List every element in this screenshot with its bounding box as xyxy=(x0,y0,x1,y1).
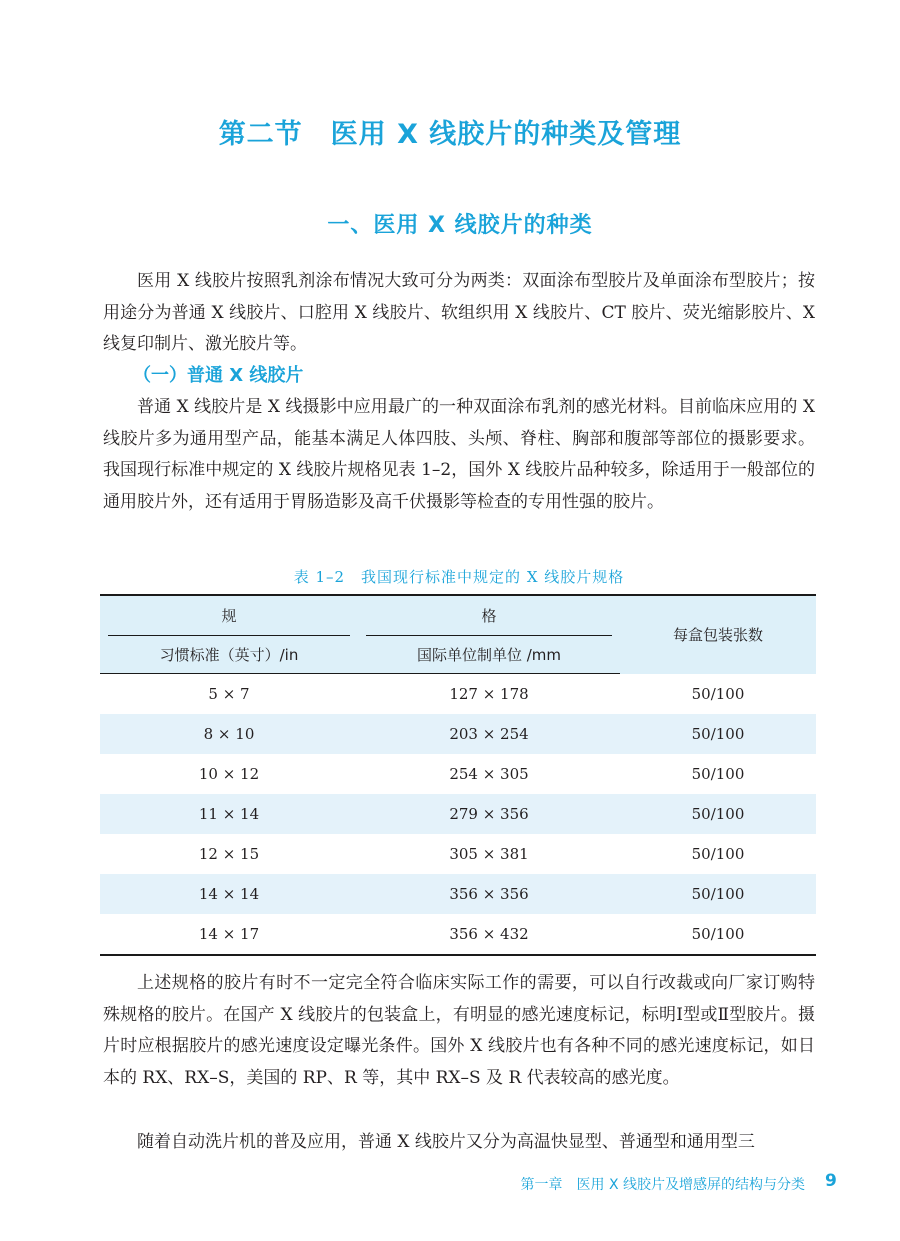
cell-mm: 203 × 254 xyxy=(358,714,620,754)
footer-chapter-title: 第一章 医用 X 线胶片及增感屏的结构与分类 xyxy=(520,1177,805,1193)
cell-mm: 356 × 432 xyxy=(358,914,620,955)
table-row xyxy=(100,874,816,914)
cell-count: 50/100 xyxy=(620,874,816,914)
header-gui-text: 规 xyxy=(221,607,237,625)
header-mm-text: 国际单位制单位 /mm xyxy=(416,645,562,664)
header-inch xyxy=(100,635,358,674)
header-divider xyxy=(366,635,612,636)
table-row xyxy=(100,714,816,754)
cell-inch: 10 × 12 xyxy=(198,765,260,783)
cell-mm: 356 × 356 xyxy=(358,874,620,914)
table-row xyxy=(100,754,816,794)
table-row xyxy=(100,674,816,715)
paragraph-film-types: 医用 X 线胶片按照乳剂涂布情况大致可分为两类：双面涂布型胶片及单面涂布型胶片；按用途分为普通 X 线胶片、口腔用 X 线胶片、软组织用 X 线胶片、CT 胶片、荧光缩影胶片、X 线复印制片、激光胶片等。 xyxy=(103,271,815,354)
film-spec-table xyxy=(100,594,816,956)
cell-count: 50/100 xyxy=(620,794,816,834)
table-header-row xyxy=(100,595,816,635)
cell-mm: 279 × 356 xyxy=(358,794,620,834)
cell-count: 50/100 xyxy=(620,914,816,955)
cell-inch: 14 × 17 xyxy=(100,914,358,955)
cell-inch: 12 × 15 xyxy=(198,845,260,863)
header-ge xyxy=(358,595,620,635)
subsection-title: 一、医用 X 线胶片的种类 xyxy=(327,213,593,238)
cell-mm: 254 × 305 xyxy=(449,765,529,783)
header-inch-text: 习惯标准（英寸）/in xyxy=(159,645,299,664)
cell-count: 50/100 xyxy=(691,684,745,703)
header-divider xyxy=(108,635,350,636)
table-row xyxy=(100,834,816,874)
table-row xyxy=(100,794,816,834)
table-row xyxy=(100,914,816,955)
page-number: 9 xyxy=(825,1171,837,1191)
paragraph-spec-notes: 上述规格的胶片有时不一定完全符合临床实际工作的需要，可以自行改裁或向厂家订购特殊规格的胶片。在国产 X 线胶片的包装盒上，有明显的感光速度标记，标明Ⅰ型或Ⅱ型胶片。摄片时应根据胶片的感光速度设定曝光条件。国外 X 线胶片也有各种不同的感光速度标记，如日本的 RX、RX–S，美国的 RP、R 等，其中 RX–S 及 R 代表较高的感光度。 xyxy=(103,973,815,1088)
subsubsection-title: （一）普通 X 线胶片 xyxy=(133,365,304,386)
cell-count: 50/100 xyxy=(620,714,816,754)
cell-mm: 305 × 381 xyxy=(449,845,529,863)
header-count: 每盒包装张数 xyxy=(620,595,816,674)
paragraph-auto-processor: 随着自动洗片机的普及应用，普通 X 线胶片又分为高温快显型、普通型和通用型三 xyxy=(137,1132,755,1152)
header-gui xyxy=(100,595,358,635)
table-caption: 表 1–2 我国现行标准中规定的 X 线胶片规格 xyxy=(293,568,625,586)
cell-count: 50/100 xyxy=(691,765,745,783)
cell-inch: 14 × 14 xyxy=(100,874,358,914)
section-title: 第二节 医用 X 线胶片的种类及管理 xyxy=(218,119,682,150)
header-ge-text: 格 xyxy=(481,607,497,625)
cell-count: 50/100 xyxy=(691,845,745,863)
cell-inch: 11 × 14 xyxy=(100,794,358,834)
header-mm xyxy=(358,635,620,674)
cell-inch: 5 × 7 xyxy=(208,685,250,703)
paragraph-general-film: 普通 X 线胶片是 X 线摄影中应用最广的一种双面涂布乳剂的感光材料。目前临床应用的 X 线胶片多为通用型产品，能基本满足人体四肢、头颅、脊柱、胸部和腹部等部位的摄影要求。我国现行标准中规定的 X 线胶片规格见表 1–2，国外 X 线胶片品种较多，除适用于一般部位的通用胶片外，还有适用于胃肠造影及高千伏摄影等检查的专用性强的胶片。 xyxy=(103,397,815,512)
cell-inch: 8 × 10 xyxy=(100,714,358,754)
cell-mm: 127 × 178 xyxy=(449,685,529,703)
